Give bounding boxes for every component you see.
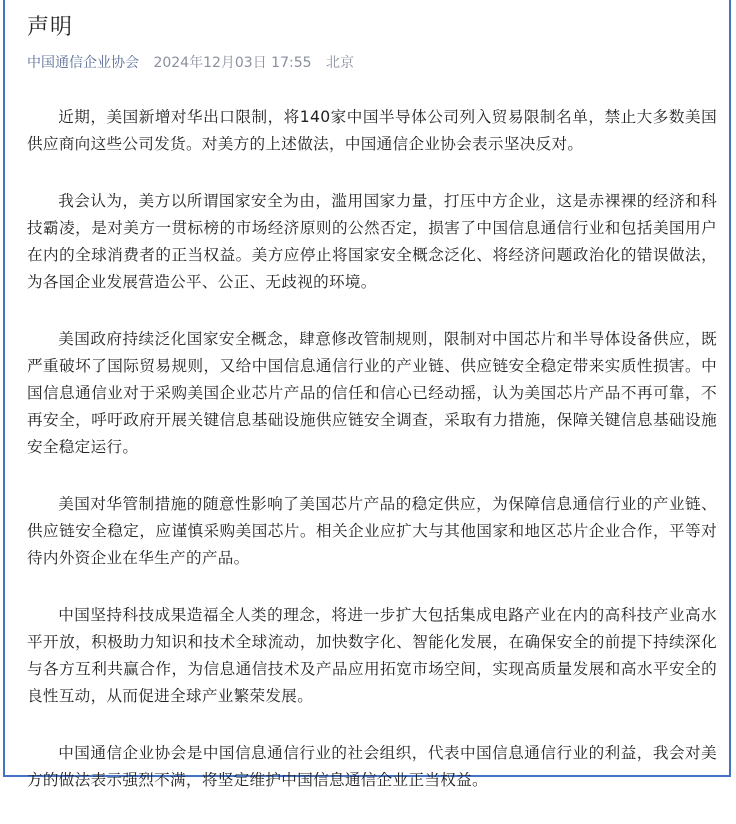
paragraph-5: 中国坚持科技成果造福全人类的理念，将进一步扩大包括集成电路产业在内的高科技产业高水平开放，积极助力知识和技术全球流动，加快数字化、智能化发展，在确保安全的前提下持续深化与各方互利共赢合作，为信息通信技术及产品应用拓宽市场空间，实现高质量发展和高水平安全的良性互动，从而促进全球产业繁荣发展。 xyxy=(27,606,717,705)
article-title: 声明 xyxy=(27,15,74,40)
article-body xyxy=(27,104,717,824)
author-link[interactable]: 中国通信企业协会 xyxy=(27,55,139,71)
article-meta xyxy=(27,52,364,72)
paragraph-1: 近期，美国新增对华出口限制，将140家中国半导体公司列入贸易限制名单，禁止大多数美国供应商向这些公司发货。对美方的上述做法，中国通信企业协会表示坚决反对。 xyxy=(27,108,717,153)
publish-location: 北京 xyxy=(325,55,354,71)
paragraph-4: 美国对华管制措施的随意性影响了美国芯片产品的稳定供应，为保障信息通信行业的产业链、供应链安全稳定，应谨慎采购美国芯片。相关企业应扩大与其他国家和地区芯片企业合作，平等对待内外资企业在华生产的产品。 xyxy=(27,495,717,567)
article-frame xyxy=(3,0,731,789)
paragraph-3: 美国政府持续泛化国家安全概念，肆意修改管制规则，限制对中国芯片和半导体设备供应，既严重破坏了国际贸易规则，又给中国信息通信行业的产业链、供应链安全稳定带来实质性损害。中国信息通信业对于采购美国企业芯片产品的信任和信心已经动摇，认为美国芯片产品不再可靠，不再安全，呼吁政府开展关键信息基础设施供应链安全调查，采取有力措施，保障关键信息基础设施安全稳定运行。 xyxy=(27,330,717,456)
publish-datetime: 2024年12月03日 17:55 xyxy=(153,55,312,71)
paragraph-2: 我会认为，美方以所谓国家安全为由，滥用国家力量，打压中方企业，这是赤裸裸的经济和科技霸凌，是对美方一贯标榜的市场经济原则的公然否定，损害了中国信息通信行业和包括美国用户在内的全球消费者的正当权益。美方应停止将国家安全概念泛化、将经济问题政治化的错误做法，为各国企业发展营造公平、公正、无歧视的环境。 xyxy=(27,192,717,291)
paragraph-6: 中国通信企业协会是中国信息通信行业的社会组织，代表中国信息通信行业的利益，我会对美方的做法表示强烈不满，将坚定维护中国信息通信企业正当权益。 xyxy=(27,744,717,789)
